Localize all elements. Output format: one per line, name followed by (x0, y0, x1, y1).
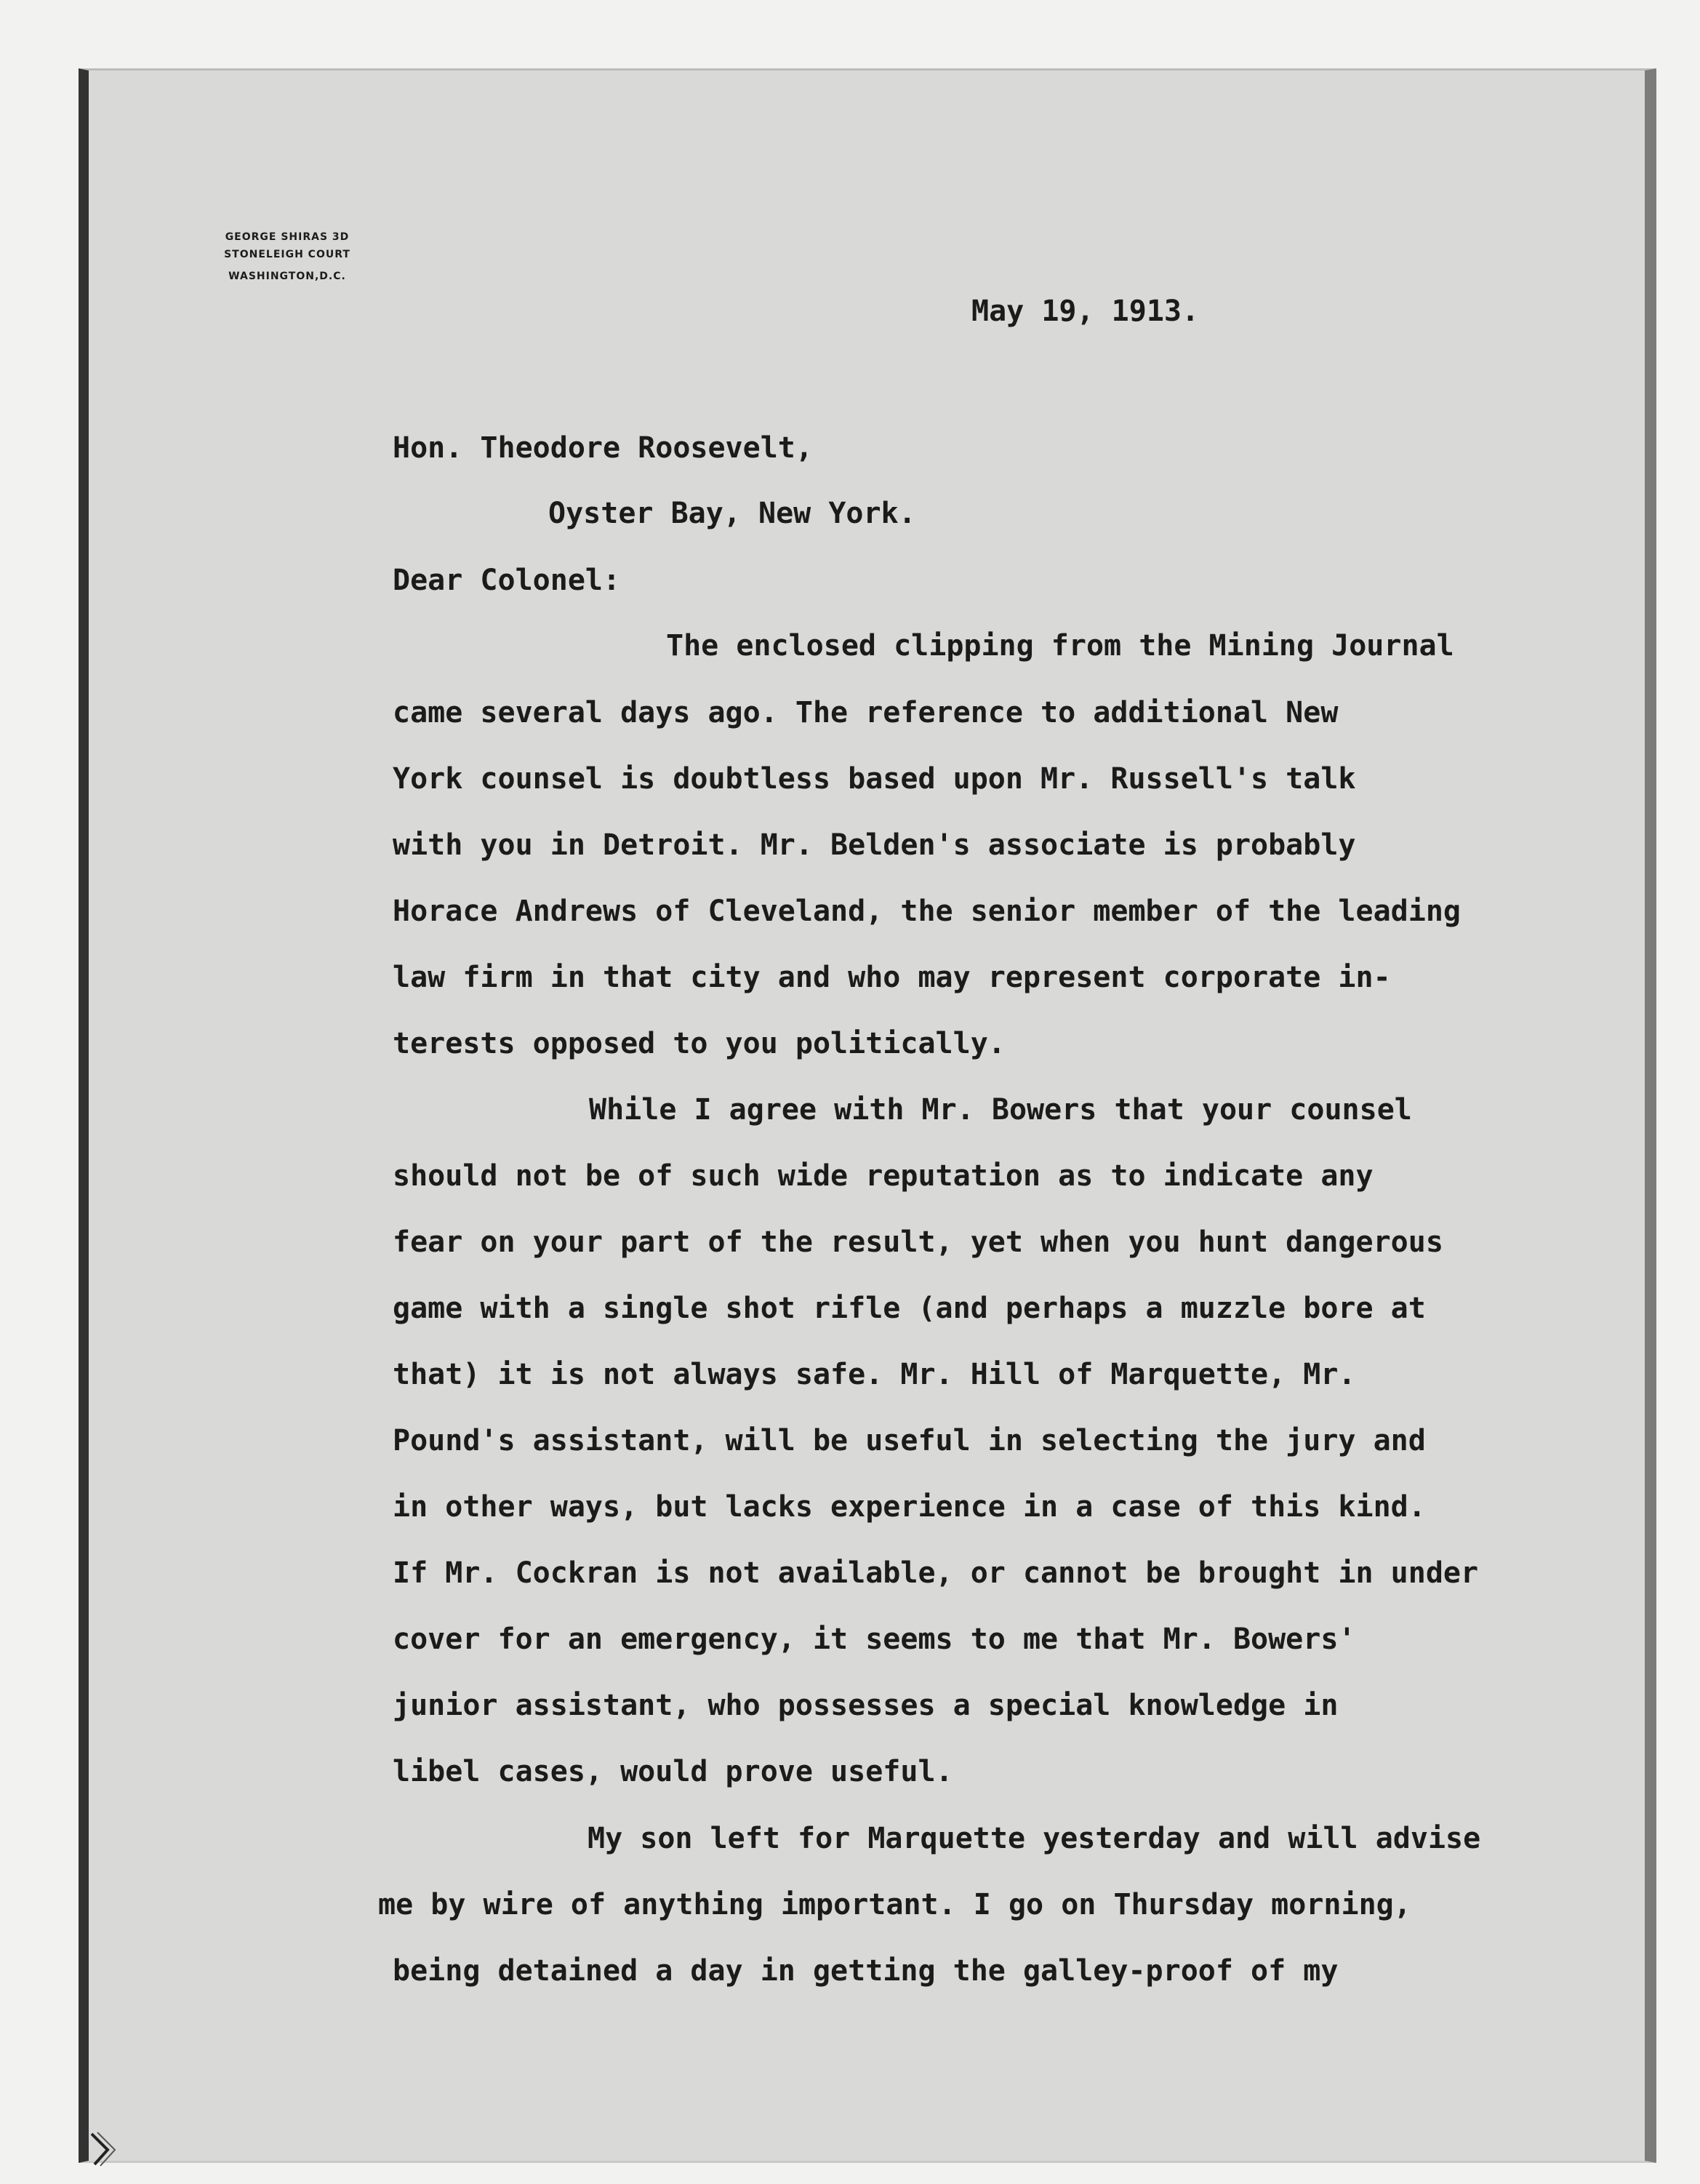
body-line: came several days ago. The reference to additional New (393, 696, 1339, 729)
page-corner-fold-mark (90, 2131, 124, 2167)
body-line: law firm in that city and who may represent corporate in- (393, 961, 1391, 994)
body-line: should not be of such wide reputation as to indicate any (393, 1159, 1374, 1193)
body-line: Pound's assistant, will be useful in selecting the jury and (393, 1424, 1426, 1457)
recipient-name: Hon. Theodore Roosevelt, (393, 431, 813, 465)
recipient-address: Oyster Bay, New York. (548, 497, 916, 530)
body-line: me by wire of anything important. I go on Thursday morning, (378, 1888, 1411, 1921)
salutation: Dear Colonel: (393, 564, 621, 597)
body-line: While I agree with Mr. Bowers that your counsel (589, 1093, 1412, 1127)
body-line: being detained a day in getting the galley-proof of my (393, 1954, 1339, 1988)
body-line: cover for an emergency, it seems to me that Mr. Bowers' (393, 1623, 1356, 1656)
body-line: game with a single shot rifle (and perhaps a muzzle bore at (393, 1292, 1426, 1325)
body-line: If Mr. Cockran is not available, or cannot be brought in under (393, 1556, 1479, 1590)
body-line: York counsel is doubtless based upon Mr. Russell's talk (393, 762, 1356, 796)
letterhead-address: STONELEIGH COURT (224, 249, 350, 260)
body-line: in other ways, but lacks experience in a case of this kind. (393, 1490, 1426, 1524)
body-line: Horace Andrews of Cleveland, the senior member of the leading (393, 895, 1462, 928)
letter-date: May 19, 1913. (971, 295, 1200, 328)
body-line: with you in Detroit. Mr. Belden's associate is probably (393, 828, 1356, 862)
letterhead-name: GEORGE SHIRAS 3D (225, 231, 350, 243)
body-line: The enclosed clipping from the Mining Journal (666, 629, 1454, 663)
body-line: My son left for Marquette yesterday and will advise (588, 1822, 1481, 1855)
body-line: junior assistant, who possesses a special knowledge in (393, 1689, 1339, 1722)
body-line: that) it is not always safe. Mr. Hill of Marquette, Mr. (393, 1358, 1356, 1391)
letterhead-city: WASHINGTON,D.C. (228, 271, 346, 282)
body-line: fear on your part of the result, yet when you hunt dangerous (393, 1225, 1443, 1259)
body-line: libel cases, would prove useful. (393, 1755, 953, 1788)
body-line: terests opposed to you politically. (393, 1027, 1006, 1060)
